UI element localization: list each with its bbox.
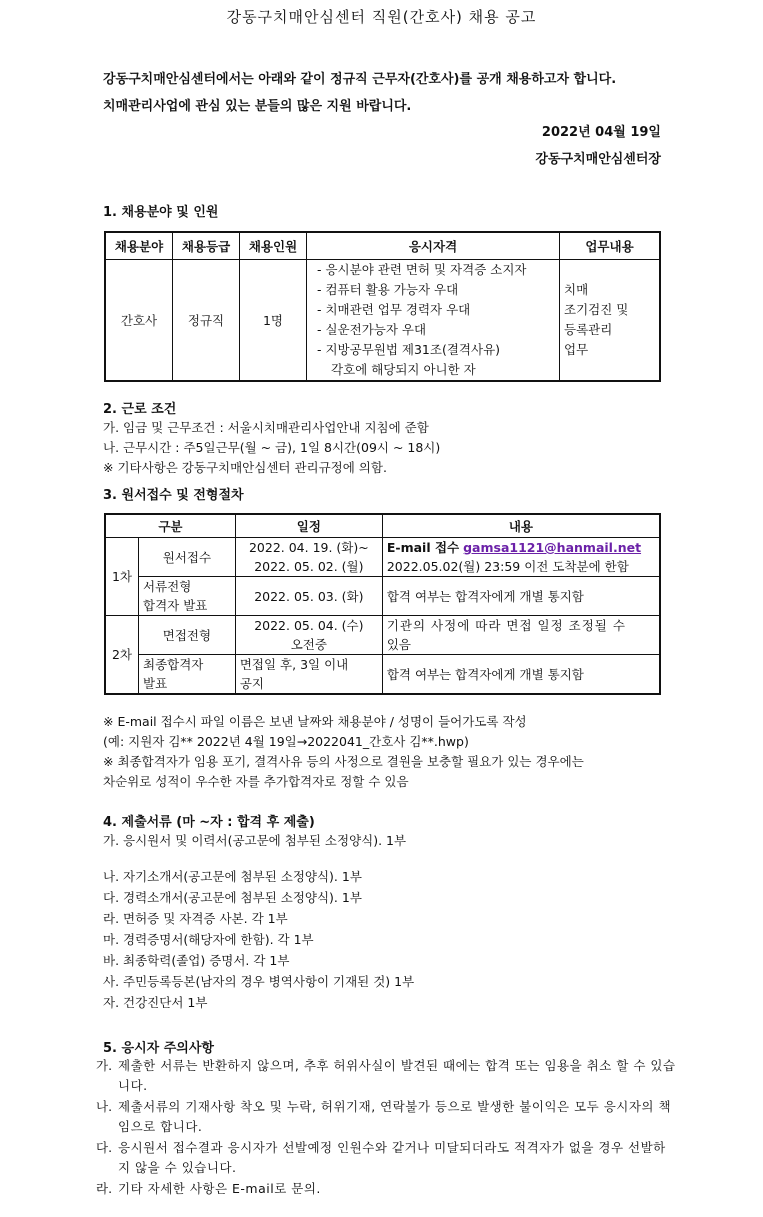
qualification-item: - 지방공무원법 제31조(결격사유) [317, 342, 501, 357]
section2-heading: 2. 근로 조건 [103, 402, 177, 417]
recruitment-table [104, 231, 661, 382]
duty-line: 업무 [564, 342, 589, 357]
intro-line-1: 강동구치매안심센터에서는 아래와 같이 정규직 근무자(간호사)를 공개 채용하고자 합니다. [103, 72, 617, 87]
intro-line-2: 치매관리사업에 관심 있는 분들의 많은 지원 바랍니다. [103, 99, 412, 114]
interview-label: 면접전형 [139, 616, 236, 655]
caution-text: 응시원서 접수결과 응시자가 선발예정 인원수와 같거나 미달되더라도 적격자가 없을 경우 선발하지 않을 수 있습니다. [118, 1140, 666, 1175]
header-count: 채용인원 [240, 232, 307, 260]
header-duties: 업무내용 [560, 232, 661, 260]
duties-cell [560, 260, 661, 382]
count-cell: 1명 [240, 260, 307, 382]
section5-heading: 5. 응시자 주의사항 [103, 1041, 214, 1056]
screening-label-line: 서류전형 [143, 579, 192, 594]
note-line: ※ 최종합격자가 임용 포기, 결격사유 등의 사정으로 결원을 보충할 필요가 있는 경우에는 [103, 754, 584, 769]
grade-cell: 정규직 [173, 260, 240, 382]
application-deadline: 2022.05.02(월) 23:59 이전 도착분에 한함 [386, 559, 629, 574]
interview-content-line: 기관의 사정에 따라 면접 일정 조정될 수 [386, 618, 626, 633]
interview-time-line: 오전중 [290, 637, 327, 652]
application-date-end: 2022. 05. 02. (월) [254, 559, 364, 574]
note-line: (예: 지원자 김** 2022년 4월 19일→2022041_간호사 김**.hwp) [103, 734, 469, 749]
qualification-item: - 컴퓨터 활용 가능자 우대 [317, 282, 459, 297]
final-date-line: 공지 [239, 676, 265, 691]
note-line: ※ E-mail 접수시 파일 이름은 보낸 날짜와 채용분야 / 성명이 들어가도록 작성 [103, 714, 527, 729]
header-qualification: 응시자격 [307, 232, 560, 260]
caution-text: 기타 자세한 사항은 E-mail로 문의. [118, 1181, 321, 1196]
caution-label: 나. [96, 1099, 113, 1114]
header-grade: 채용등급 [173, 232, 240, 260]
document-item: 가. 응시원서 및 이력서(공고문에 첨부된 소정양식). 1부 [103, 833, 407, 848]
section4-heading: 4. 제출서류 (마 ~자 : 합격 후 제출) [103, 815, 315, 830]
issuer: 강동구치매안심센터장 [535, 152, 661, 167]
application-date-start: 2022. 04. 19. (화)~ [248, 540, 369, 555]
screening-date: 2022. 05. 03. (화) [235, 577, 382, 616]
work-note-line: ※ 기타사항은 강동구치매안심센터 관리규정에 의함. [103, 460, 387, 475]
qualification-cell [307, 260, 560, 382]
caution-label: 가. [96, 1058, 113, 1073]
document-item: 다. 경력소개서(공고문에 첨부된 소정양식). 1부 [103, 890, 362, 905]
final-announcement-label [139, 655, 236, 695]
caution-label: 라. [96, 1181, 113, 1196]
duty-line: 조기검진 및 [564, 302, 629, 317]
caution-label: 다. [96, 1140, 113, 1155]
document-item: 사. 주민등록등본(남자의 경우 병역사항이 기재된 것) 1부 [103, 974, 415, 989]
note-line: 차순위로 성적이 우수한 자를 추가합격자로 정할 수 있음 [103, 774, 409, 789]
header-content: 내용 [382, 514, 660, 538]
work-condition-line: 가. 임금 및 근무조건 : 서울시치매관리사업안내 지침에 준함 [103, 420, 429, 435]
screening-content: 합격 여부는 합격자에게 개별 통지함 [382, 577, 660, 616]
document-item: 자. 건강진단서 1부 [103, 995, 208, 1010]
qualification-item: - 실운전가능자 우대 [317, 322, 427, 337]
round-2: 2차 [105, 616, 139, 695]
document-item: 나. 자기소개서(공고문에 첨부된 소정양식). 1부 [103, 869, 362, 884]
header-schedule: 일정 [235, 514, 382, 538]
process-table [104, 513, 661, 695]
work-hours-line: 나. 근무시간 : 주5일근무(월 ~ 금), 1일 8시간(09시 ~ 18시) [103, 440, 441, 455]
email-label: E-mail 접수 [386, 540, 460, 555]
header-category: 구분 [105, 514, 235, 538]
application-label: 원서접수 [139, 538, 236, 577]
email-link[interactable]: gamsa1121@hanmail.net [463, 540, 642, 555]
caution-text: 제출한 서류는 반환하지 않으며, 추후 허위사실이 발견된 때에는 합격 또는 임용을 취소 할 수 있습니다. [118, 1058, 676, 1093]
page-title: 강동구치매안심센터 직원(간호사) 채용 공고 [226, 8, 537, 26]
caution-text: 제출서류의 기재사항 착오 및 누락, 허위기재, 연락불가 등으로 발생한 불이익은 모두 응시자의 책임으로 합니다. [118, 1099, 672, 1134]
round-1: 1차 [105, 538, 139, 616]
notice-date: 2022년 04월 19일 [541, 125, 661, 140]
document-screening-label [139, 577, 236, 616]
application-date [235, 538, 382, 577]
interview-date [235, 616, 382, 655]
duty-line: 등록관리 [564, 322, 613, 337]
caution-item [96, 1056, 676, 1096]
interview-content-line: 있음 [386, 637, 412, 652]
interview-date-line: 2022. 05. 04. (수) [254, 618, 364, 633]
screening-label-line: 합격자 발표 [143, 598, 208, 613]
section3-heading: 3. 원서접수 및 전형절차 [103, 488, 244, 503]
final-label-line: 발표 [143, 676, 168, 691]
caution-item [96, 1179, 676, 1199]
final-date-line: 면접일 후, 3일 이내 [239, 657, 349, 672]
field-cell: 간호사 [105, 260, 173, 382]
application-content [382, 538, 660, 577]
final-date [235, 655, 382, 695]
document-item: 라. 면허증 및 자격증 사본. 각 1부 [103, 911, 288, 926]
document-item: 마. 경력증명서(해당자에 한함). 각 1부 [103, 932, 314, 947]
caution-item [96, 1097, 676, 1137]
qualification-item: - 치매관련 업무 경력자 우대 [317, 302, 471, 317]
interview-content [382, 616, 660, 655]
caution-item [96, 1138, 676, 1178]
document-item: 바. 최종학력(졸업) 증명서. 각 1부 [103, 953, 290, 968]
header-field: 채용분야 [105, 232, 173, 260]
duty-line: 치매 [564, 282, 589, 297]
qualification-item: 각호에 해당되지 아니한 자 [331, 362, 476, 377]
final-content: 합격 여부는 합격자에게 개별 통지함 [382, 655, 660, 695]
qualification-item: - 응시분야 관련 면허 및 자격증 소지자 [317, 262, 527, 277]
final-label-line: 최종합격자 [143, 657, 204, 672]
section1-heading: 1. 채용분야 및 인원 [103, 205, 219, 220]
